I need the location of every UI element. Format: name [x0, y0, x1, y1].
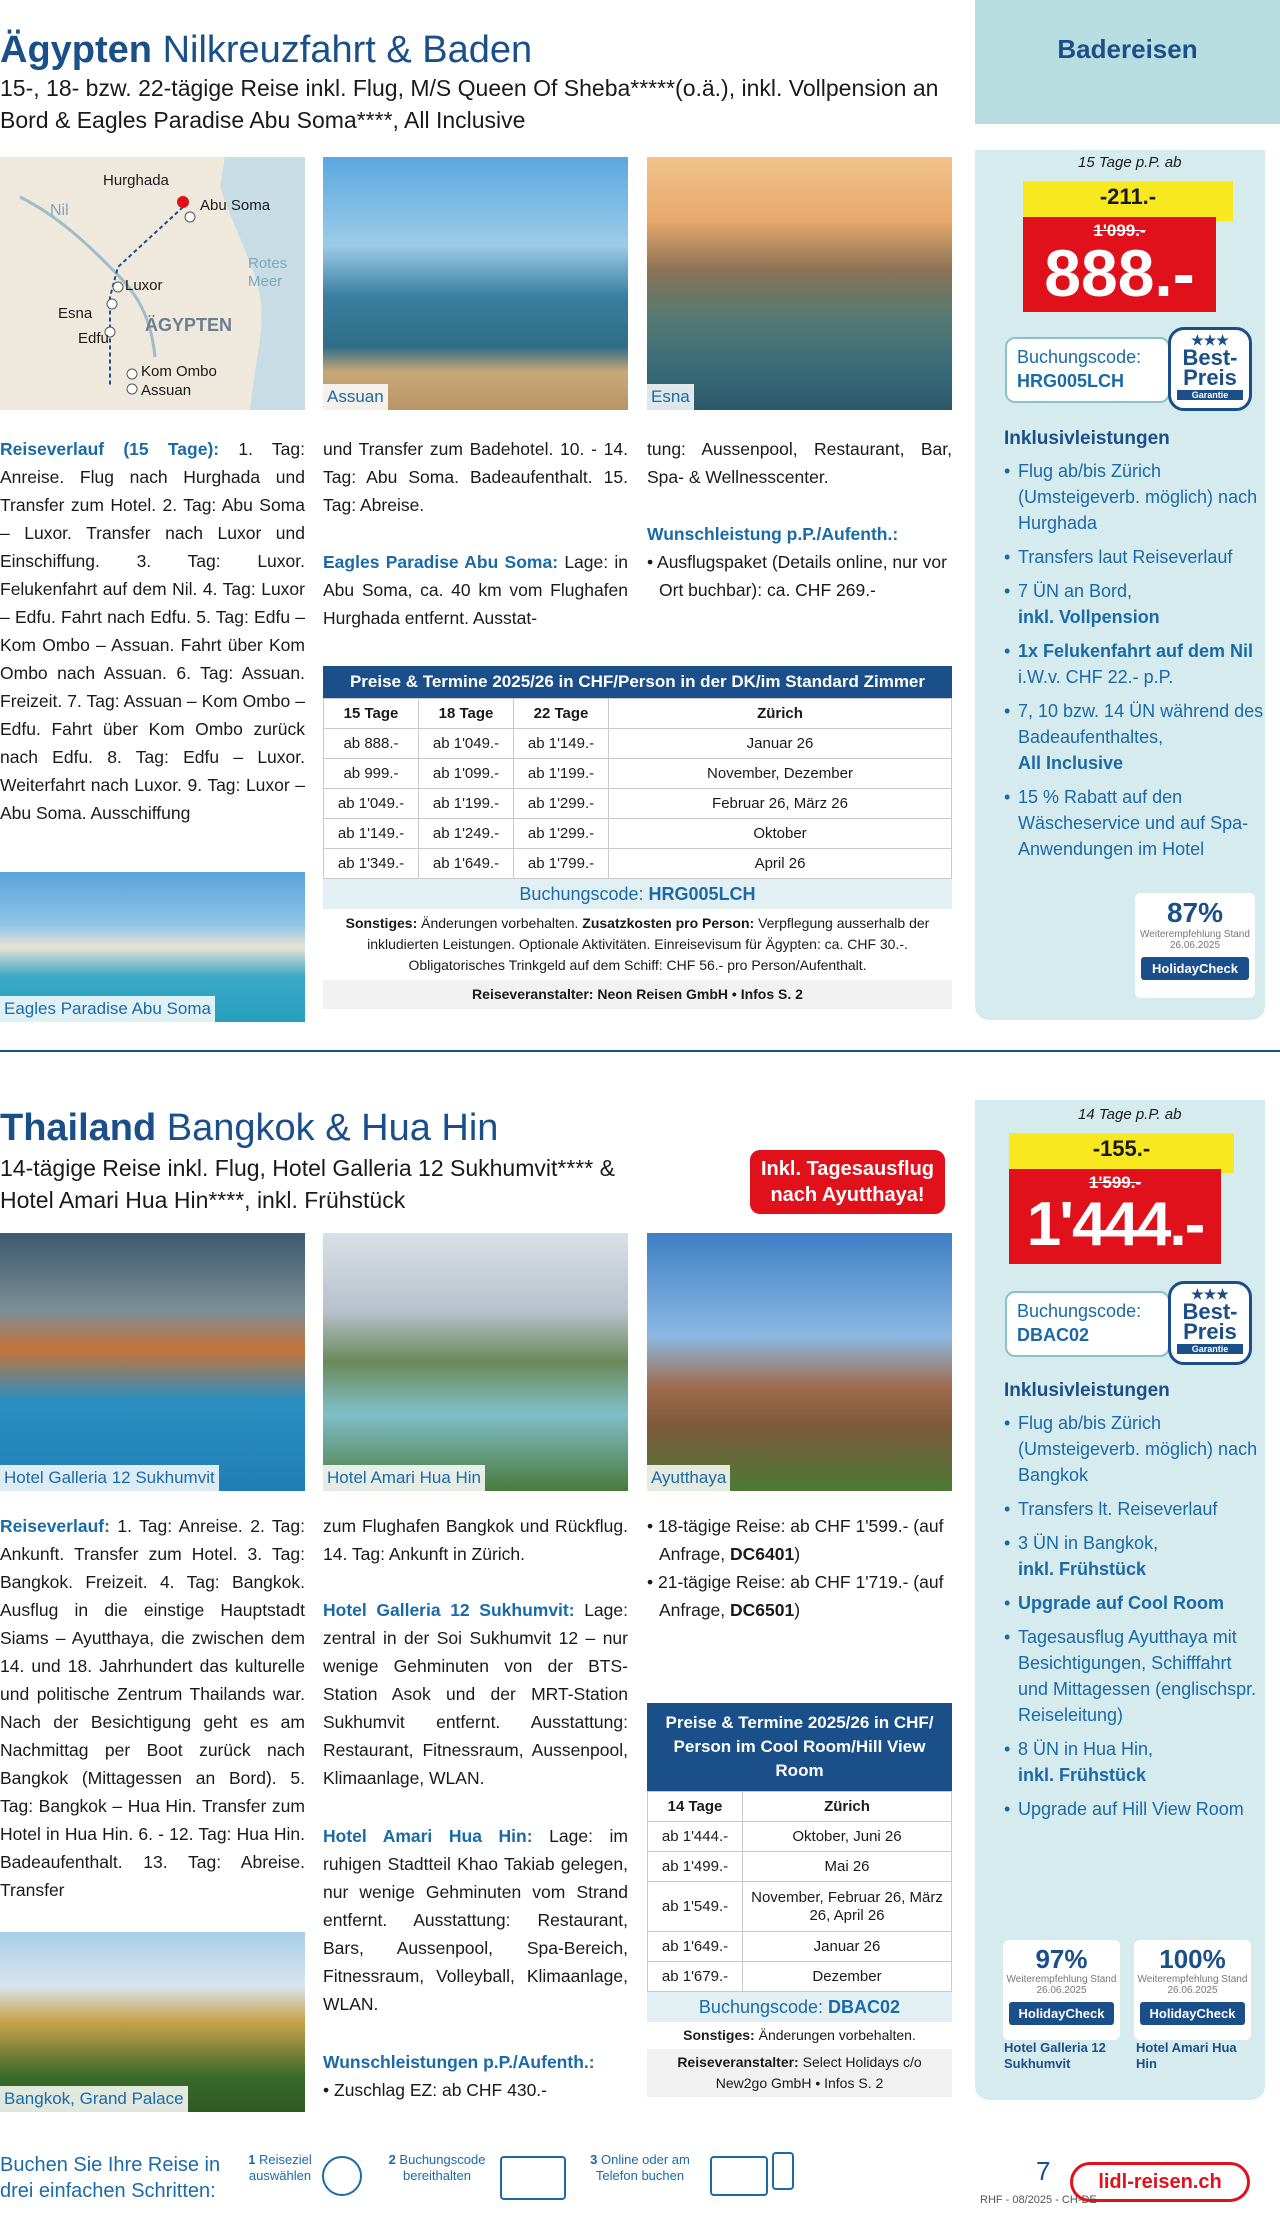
- esna-photo: [647, 157, 952, 410]
- list-item: • Upgrade auf Cool Room: [1004, 1590, 1264, 1616]
- list-item: • 1x Felukenfahrt auf dem Nil i.W.v. CHF 22.- p.P.: [1004, 638, 1264, 690]
- egypt-days-label: 15 Tage p.P. ab: [1078, 154, 1182, 171]
- best-price-badge: ★★★ Best- Preis Garantie: [1168, 1281, 1252, 1365]
- galleria-desc: Hotel Galleria 12 Sukhumvit: Lage: zentral in der Soi Sukhumvit 12 – nur wenige Gehminuten von der BTS-Station Asok und der MRT-Station Sukhumvit entfernt. Ausstattung: Restaurant, Fitnessraum, Aussenpool, Klimaanlage, WLAN.: [323, 1600, 628, 1788]
- table-header: Zürich: [609, 699, 952, 729]
- globe-icon: [322, 2156, 362, 2196]
- palace-photo: [0, 1932, 305, 2112]
- phone-icon: [772, 2152, 794, 2190]
- assuan-photo: [323, 157, 628, 410]
- thailand-wish: Wunschleistungen p.P./Aufenth.: • Zuschlag EZ: ab CHF 430.-: [323, 2052, 595, 2100]
- thailand-subtitle: 14-tägige Reise inkl. Flug, Hotel Galleria 12 Sukhumvit**** & Hotel Amari Hua Hin****, inkl. Frühstück: [0, 1155, 615, 1213]
- thailand-organizer: Reiseveranstalter: Select Holidays c/o New2go GmbH • Infos S. 2: [647, 2049, 952, 2097]
- list-item: • 7, 10 bzw. 14 ÜN während des Badeaufenthaltes, All Inclusive: [1004, 698, 1264, 776]
- rating-hotel-1: Hotel Galleria 12 Sukhumvit: [1004, 2040, 1106, 2071]
- caption-esna: Esna: [647, 384, 694, 410]
- amari-photo: [323, 1233, 628, 1491]
- footer-meta: RHF - 08/2025 - CH-DE: [980, 2194, 1097, 2206]
- holidaycheck-logo: HolidayCheck: [1141, 957, 1249, 980]
- thailand-discount: -155.-: [1009, 1133, 1234, 1173]
- caption-amari: Hotel Amari Hua Hin: [323, 1465, 485, 1491]
- egypt-table-booking: Buchungscode: HRG005LCH: [323, 879, 952, 909]
- table-row: ab 1'649.- Januar 26: [648, 1932, 952, 1962]
- table-row: ab 1'499.- Mai 26: [648, 1852, 952, 1882]
- map-nil: Nil: [50, 202, 69, 219]
- map-assuan: Assuan: [141, 382, 192, 399]
- caption-assuan: Assuan: [323, 384, 388, 410]
- galleria-photo: [0, 1233, 305, 1491]
- caption-palace: Bangkok, Grand Palace: [0, 2086, 188, 2112]
- table-row: ab 1'679.- Dezember: [648, 1962, 952, 1992]
- eagles-photo: [0, 872, 305, 1022]
- thailand-price-box: [1009, 1169, 1221, 1264]
- page-number: 7: [1036, 2156, 1051, 2186]
- egypt-map: [0, 157, 305, 410]
- egypt-discount: -211.-: [1023, 181, 1233, 221]
- table-header: 22 Tage: [514, 699, 609, 729]
- table-header: 18 Tage: [419, 699, 514, 729]
- caption-eagles: Eagles Paradise Abu Soma: [0, 996, 215, 1022]
- amari-desc: Hotel Amari Hua Hin: Lage: im ruhigen Stadtteil Khao Takiab gelegen, nur wenige Gehminuten vom Strand entfernt. Ausstattung: Restaurant, Bars, Aussenpool, Spa-Bereich, Fitnessraum, Volleyball, Klimaanlage, WLAN.: [323, 1826, 629, 2014]
- holidaycheck-logo: HolidayCheck: [1009, 2002, 1114, 2025]
- thailand-price-note: a): [1200, 1194, 1217, 1214]
- table-header: 14 Tage: [648, 1792, 743, 1822]
- table-row: ab 999.- ab 1'099.- ab 1'199.- November, Dezember: [324, 759, 952, 789]
- table-row: ab 1'149.- ab 1'249.- ab 1'299.- Oktober: [324, 819, 952, 849]
- list-item: • 7 ÜN an Bord, inkl. Vollpension: [1004, 578, 1264, 630]
- table-header: 15 Tage: [324, 699, 419, 729]
- egypt-subtitle: 15-, 18- bzw. 22-tägige Reise inkl. Flug, M/S Queen Of Sheba*****(o.ä.), inkl. Vollpension an Bord & Eagles Paradise Abu Soma****, All Inclusive: [0, 75, 939, 133]
- rating-hotel-2: Hotel Amari Hua Hin: [1136, 2040, 1237, 2071]
- thailand-options: • 18-tägige Reise: ab CHF 1'599.- (auf Anfrage, DC6401) • 21-tägige Reise: ab CHF 1'719.- (auf Anfrage, DC6501): [647, 1516, 944, 1620]
- table-header: Zürich: [743, 1792, 952, 1822]
- egypt-hotel-desc-cont: tung: Aussenpool, Restaurant, Bar, Spa- & Wellnesscenter.: [647, 439, 952, 487]
- thailand-itinerary: Reiseverlauf: 1. Tag: Anreise. 2. Tag: Ankunft. Transfer zum Hotel. 3. Tag: Bangkok. Freizeit. 4. Tag: Bangkok. Ausflug in die einstige Hauptstadt Siams – Ayutthaya, die zwischen dem 14. und 18. Jahrhundert das kulturelle und politische Zentrum Thailands war. Nach der Besichtigung geht es am Nachmittag per Boot zurück nach Bangkok (Mittagessen an Bord). 5. Tag: Bangkok – Hua Hin. Transfer zum Hotel in Hua Hin. 6. - 12. Tag: Hua Hin. Badeaufenthalt. 13. Tag: Abreise. Transfer: [0, 1516, 305, 1900]
- footer-step-1: 1 Reiseziel auswählen: [248, 2152, 312, 2183]
- thailand-old-price: 1'599.-: [1088, 1173, 1142, 1192]
- egypt-notes: Sonstiges: Änderungen vorbehalten. Zusatzkosten pro Person: Verpflegung ausserhalb der inkludierten Leistungen. Optionale Aktivitäten. Einreisevisum für Ägypten: ca. CHF 30.-. Obligatorisches Trinkgeld auf dem Schiff: CHF 56.- pro Person/Aufenthalt.: [345, 915, 930, 973]
- list-item: • 15 % Rabatt auf den Wäscheservice und auf Spa-Anwendungen im Hotel: [1004, 784, 1264, 862]
- egypt-title: Ägypten Nilkreuzfahrt & Baden: [0, 29, 533, 71]
- promo-badge: Inkl. Tagesausflug nach Ayutthaya!: [750, 1150, 945, 1214]
- egypt-inclusions: Inklusivleistungen • Flug ab/bis Zürich (Umsteigeverb. möglich) nach Hurghada • Transfers laut Reiseverlauf • 7 ÜN an Bord, inkl. Vollpension • 1x Felukenfahrt auf dem Nil i.W.v. CHF 22.- p.P. • 7, 10 bzw. 14 ÜN während des Badeaufenthaltes, All Inclusive • 15 % Rabatt auf den Wäscheservice und auf Spa-Anwendungen im Hotel: [1004, 428, 1264, 870]
- galleria-rating-badge: 97% Weiterempfehlung Stand 26.06.2025 HolidayCheck: [1003, 1940, 1120, 2040]
- thailand-price-table: [647, 1703, 952, 2097]
- list-item: • Transfers laut Reiseverlauf: [1004, 544, 1264, 570]
- footer-step-3: 3 Online oder am Telefon buchen: [590, 2152, 690, 2183]
- map-abu-soma: Abu Soma: [200, 197, 271, 214]
- map-luxor: Luxor: [125, 277, 163, 294]
- category-tab[interactable]: Badereisen: [975, 0, 1280, 124]
- map-edfu: Edfu: [78, 330, 109, 347]
- best-price-badge: ★★★ Best- Preis Garantie: [1168, 327, 1252, 411]
- map-kom-ombo: Kom Ombo: [141, 363, 217, 380]
- table-row: ab 1'549.- November, Februar 26, März 26, April 26: [648, 1882, 952, 1932]
- thailand-table-title: Preise & Termine 2025/26 in CHF/ Person im Cool Room/Hill View Room: [647, 1703, 952, 1791]
- table-row: ab 1'444.- Oktober, Juni 26: [648, 1822, 952, 1852]
- caption-galleria: Hotel Galleria 12 Sukhumvit: [0, 1465, 219, 1491]
- thailand-table-booking: Buchungscode: DBAC02: [647, 1992, 952, 2022]
- egypt-price: 888.-: [1044, 236, 1195, 310]
- map-hurghada: Hurghada: [103, 172, 169, 189]
- table-row: ab 888.- ab 1'049.- ab 1'149.- Januar 26: [324, 729, 952, 759]
- thailand-days-label: 14 Tage p.P. ab: [1078, 1106, 1182, 1123]
- egypt-table-title: Preise & Termine 2025/26 in CHF/Person in der DK/im Standard Zimmer: [323, 666, 952, 698]
- egypt-old-price: 1'099.-: [1093, 221, 1146, 240]
- thailand-inclusions: Inklusivleistungen • Flug ab/bis Zürich (Umsteigeverb. möglich) nach Bangkok • Transfers lt. Reiseverlauf • 3 ÜN in Bangkok, inkl. Frühstück • Upgrade auf Cool Room • Tagesausflug Ayutthaya mit Besichtigungen, Schifffahrt und Mittagessen (englischspr. Reiseleitung) • 8 ÜN in Hua Hin, inkl. Frühstück • Upgrade auf Hill View Room: [1004, 1380, 1264, 1830]
- footer-lead: Buchen Sie Ihre Reise in drei einfachen Schritten:: [0, 2154, 221, 2202]
- thailand-notes: Sonstiges: Änderungen vorbehalten.: [683, 2027, 916, 2043]
- egypt-wish: Wunschleistung p.P./Aufenth.: • Ausflugspaket (Details online, nur vor Ort buchbar): ca. CHF 269.-: [647, 524, 947, 600]
- table-row: ab 1'349.- ab 1'649.- ab 1'799.- April 26: [324, 849, 952, 879]
- amari-rating-badge: 100% Weiterempfehlung Stand 26.06.2025 HolidayCheck: [1134, 1940, 1251, 2040]
- map-rotes-meer: Rotes Meer: [248, 255, 288, 290]
- list-item: • Flug ab/bis Zürich (Umsteigeverb. möglich) nach Hurghada: [1004, 458, 1264, 536]
- lidl-reisen-link[interactable]: lidl-reisen.ch: [1070, 2162, 1250, 2202]
- egypt-itinerary: Reiseverlauf (15 Tage): 1. Tag: Anreise. Flug nach Hurghada und Transfer zum Hotel. 2. Tag: Abu Soma – Luxor. Transfer nach Luxor und Einschiffung. 3. Tag: Luxor. Felukenfahrt auf dem Nil. 4. Tag: Luxor – Edfu. Fahrt nach Edfu. 5. Tag: Edfu – Kom Ombo – Assuan. Fahrt über Kom Ombo nach Assuan. 6. Tag: Assuan. Freizeit. 7. Tag: Assuan – Kom Ombo – Edfu. Fahrt über Kom Ombo zurück nach Edfu. 8. Tag: Edfu – Luxor. Weiterfahrt nach Luxor. 9. Tag: Luxor – Abu Soma. Ausschiffung: [0, 439, 305, 823]
- egypt-price-note: a): [1192, 242, 1209, 262]
- section-divider: [0, 1050, 1280, 1052]
- thailand-booking-box: Buchungscode: DBAC02: [1005, 1291, 1170, 1357]
- thailand-price: 1'444.-: [1026, 1190, 1204, 1259]
- holidaycheck-logo: HolidayCheck: [1140, 2002, 1245, 2025]
- footer-step-2: 2 Buchungscode bereithalten: [388, 2152, 486, 2183]
- laptop-icon: [710, 2156, 768, 2196]
- egypt-organizer: Reiseveranstalter: Neon Reisen GmbH • Infos S. 2: [323, 980, 952, 1009]
- egypt-rating-badge: 87% Weiterempfehlung Stand 26.06.2025 HolidayCheck: [1135, 893, 1255, 998]
- map-aegypten: ÄGYPTEN: [145, 315, 233, 335]
- list-item: • 8 ÜN in Hua Hin, inkl. Frühstück: [1004, 1736, 1264, 1788]
- list-item: • Transfers lt. Reiseverlauf: [1004, 1496, 1264, 1522]
- map-esna: Esna: [58, 305, 93, 322]
- list-item: • Tagesausflug Ayutthaya mit Besichtigungen, Schifffahrt und Mittagessen (englischspr. Reiseleitung): [1004, 1624, 1264, 1728]
- egypt-hotel-desc: Eagles Paradise Abu Soma: Lage: in Abu Soma, ca. 40 km vom Flughafen Hurghada entfernt. Ausstat-: [323, 552, 628, 628]
- thailand-title: Thailand Bangkok & Hua Hin: [0, 1107, 499, 1149]
- ayutthaya-photo: [647, 1233, 952, 1491]
- egypt-price-table: [323, 666, 952, 1009]
- egypt-itinerary-cont: und Transfer zum Badehotel. 10. - 14. Tag: Abu Soma. Badeaufenthalt. 15. Tag: Abreise.: [323, 439, 628, 515]
- book-icon: [500, 2156, 566, 2200]
- thailand-itinerary-cont: zum Flughafen Bangkok und Rückflug. 14. Tag: Ankunft in Zürich.: [323, 1516, 628, 1564]
- table-row: ab 1'049.- ab 1'199.- ab 1'299.- Februar 26, März 26: [324, 789, 952, 819]
- list-item: • 3 ÜN in Bangkok, inkl. Frühstück: [1004, 1530, 1264, 1582]
- list-item: • Flug ab/bis Zürich (Umsteigeverb. möglich) nach Bangkok: [1004, 1410, 1264, 1488]
- egypt-booking-box: Buchungscode: HRG005LCH: [1005, 337, 1170, 403]
- list-item: • Upgrade auf Hill View Room: [1004, 1796, 1264, 1822]
- caption-ayutthaya: Ayutthaya: [647, 1465, 730, 1491]
- egypt-price-box: [1023, 217, 1216, 312]
